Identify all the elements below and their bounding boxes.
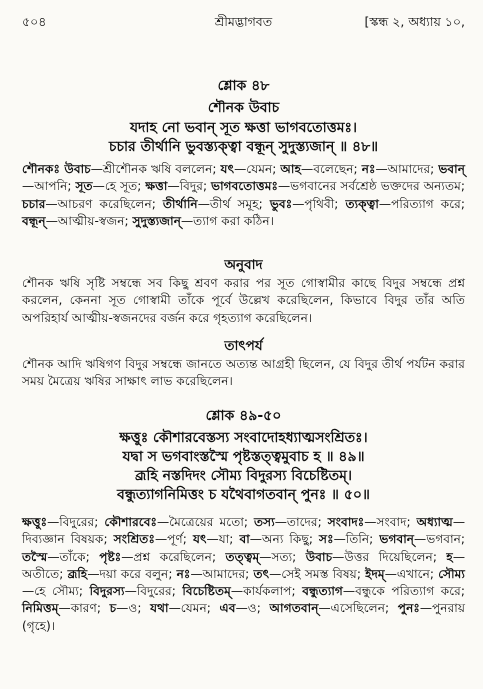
- verse-line: ক্ষত্তুঃ কৌশারবেস্তস্য সংবাদোহধ্যাত্মসংশ্রিতঃ।: [119, 430, 368, 446]
- synonym-word: পৃষ্টঃ: [99, 549, 122, 564]
- purport-text: শৌনক আদি ঋষিগণ বিদুর সম্বন্ধে জানতে অত্যন্ত আগ্রহী ছিলেন, যে বিদুর তীর্থ পর্যটন করার সময় মৈত্রেয় ঋষির সাক্ষাৎ লাভ করেছিলেন।: [22, 357, 465, 389]
- synonym-meaning: —ত্যাগ করা কঠিন।: [180, 213, 275, 228]
- synonym-word: সুদুস্ত্যজান্: [132, 213, 181, 228]
- chapter-reference: [স্কন্ধ ২, অধ্যায় ১০,: [364, 14, 465, 29]
- synonym-meaning: —প্রশ্ন করেছিলেন;: [121, 549, 226, 564]
- synonym-meaning: —সংবাদ;: [364, 515, 417, 529]
- synonym-word: বন্ধুত্যাগ: [302, 584, 343, 599]
- synonym-meaning: —আমাদের;: [190, 566, 254, 581]
- synonym-meaning: —তাদের;: [274, 515, 328, 529]
- synonyms-48: [22, 161, 465, 230]
- synonym-word: ভুবঃ: [269, 196, 293, 211]
- synonym-meaning: —ভগবান;: [414, 532, 466, 547]
- synonym-meaning: —তাঁকে;: [47, 549, 100, 564]
- synonym-meaning: —ও;: [235, 601, 270, 616]
- synonym-meaning: —মৈত্রেয়ের মতো;: [156, 515, 254, 529]
- synonym-meaning: —কারণ;: [58, 601, 110, 616]
- translation-text: শৌনক ঋষি সৃষ্টি সম্বন্ধে সব কিছু শ্রবণ করার পর সূত গোস্বামীর কাছে বিদুর সম্বন্ধে প্রশ্ন করলেন, কেননা সূত গোস্বামী তাঁকে পূর্বে উল্লেখ করেছিলেন, কিভাবে বিদুর তাঁর অতি অপরিহার্য আত্মীয়-স্বজনদের বর্জন করে গৃহত্যাগ করেছিলেন।: [22, 276, 465, 325]
- synonym-word: সঃ: [319, 532, 334, 547]
- synonym-word: আগতবান্: [269, 601, 319, 616]
- synonym-word: নঃ: [176, 566, 191, 581]
- synonym-word: শৌনকঃ উবাচ: [22, 162, 91, 176]
- synonym-word: সূত: [75, 179, 93, 194]
- synonym-word: এব: [219, 601, 236, 616]
- synonym-meaning: —যেমন;: [234, 162, 281, 176]
- synonym-word: তস্য: [254, 515, 275, 529]
- translation-heading: অনুবাদ: [224, 257, 263, 273]
- synonym-word: ব্রূহি: [67, 566, 88, 581]
- synonym-word: ক্ষত্তুঃ: [22, 515, 48, 529]
- page-number: ৫০৪: [22, 14, 47, 29]
- synonym-meaning: —বিদুরের;: [124, 584, 183, 599]
- verse-line: চচার তীর্থানি ভুবস্ত্যক্ত্বা বন্ধূন্ সুদুস্ত্যজান্ ॥ ৪৮॥: [108, 139, 379, 155]
- verse-49-50: [22, 429, 465, 505]
- synonym-word: সংবাদঃ: [327, 515, 365, 529]
- synonym-word: ইদম্: [365, 566, 385, 581]
- synonym-meaning: —বন্ধুকে পরিত্যাগ করে;: [342, 584, 465, 599]
- synonym-meaning: —আত্মীয়-স্বজন;: [45, 213, 133, 228]
- synonym-meaning: —হে সৌম্য;: [22, 584, 90, 599]
- synonym-meaning: —ভগবানের সর্বশ্রেষ্ঠ ভক্তদের অন্যতম;: [277, 179, 465, 194]
- synonym-meaning: —তীর্থ সমূহ;: [197, 196, 270, 211]
- synonym-word: বিদুরস্য: [89, 584, 125, 599]
- synonym-meaning: —সেই সমস্ত বিষয়;: [269, 566, 366, 581]
- synonym-meaning: —যেমন;: [168, 601, 220, 616]
- synonym-word: তত্ত্বম্: [225, 549, 260, 564]
- synonym-word: চ: [109, 601, 117, 616]
- synonym-word: ত্যক্ত্বা: [345, 196, 379, 211]
- synonym-meaning: —আপনি;: [22, 179, 76, 194]
- synonym-meaning: —কার্যকলাপ;: [230, 584, 303, 599]
- synonym-meaning: —শ্রীশৌনক ঋষি বললেন;: [90, 162, 221, 176]
- synonym-word: বা: [239, 532, 250, 547]
- synonym-word: ক্ষত্তা: [145, 179, 168, 194]
- synonym-word: যথা: [150, 601, 169, 616]
- synonym-word: তস্মৈ: [22, 549, 48, 564]
- page-header: [22, 14, 465, 32]
- synonym-word: যৎ: [220, 162, 235, 176]
- synonym-meaning: —পৃথিবী;: [292, 196, 346, 211]
- synonym-meaning: —বিদুর;: [167, 179, 212, 194]
- synonym-meaning: —পূর্ণ;: [154, 532, 193, 547]
- synonym-word: বিচেষ্টিতম্: [182, 584, 231, 599]
- synonym-meaning: —অতীতে;: [22, 549, 465, 581]
- synonym-word: তৎ: [253, 566, 270, 581]
- synonym-word: ভগবান্: [379, 532, 415, 547]
- synonym-word: পুনঃ: [397, 601, 420, 616]
- synonym-word: ভবান্: [438, 162, 465, 176]
- synonym-meaning: —আচরণ করেছিলেন;: [45, 196, 163, 211]
- synonym-word: নঃ: [361, 162, 376, 176]
- synonym-word: বন্ধূন্: [22, 213, 46, 228]
- verse-48: [22, 119, 465, 157]
- synonym-meaning: —ও;: [116, 601, 151, 616]
- synonym-meaning: —এখানে;: [384, 566, 439, 581]
- synonym-word: অধ্যাত্ম: [416, 515, 453, 529]
- synonym-meaning: —অন্য কিছু;: [249, 532, 320, 547]
- purport-heading: তাৎপর্য: [224, 338, 263, 354]
- synonym-meaning: —পরিত্যাগ করে;: [378, 196, 465, 211]
- synonym-meaning: —সত্য;: [259, 549, 306, 564]
- verse-line: যদাহ নো ভবান্ সূত ক্ষত্তা ভাগবতোত্তমঃ।: [129, 120, 357, 136]
- synonyms-49-50: [22, 514, 465, 635]
- synonym-meaning: —আমাদের;: [375, 162, 439, 176]
- synonym-word: উবাচ: [305, 549, 333, 564]
- synonym-word: যৎ: [192, 532, 207, 547]
- synonym-word: হ: [446, 549, 453, 564]
- synonym-word: সংশ্রিতঃ: [113, 532, 155, 547]
- synonym-meaning: —দিব্যজ্ঞান বিষয়ক;: [22, 515, 465, 547]
- synonym-meaning: —দয়া করে বলুন;: [87, 566, 177, 581]
- synonym-meaning: —তিনি;: [333, 532, 380, 547]
- synonym-meaning: —বলেছেন;: [301, 162, 362, 176]
- synonym-meaning: —পুনরায় (গৃহে)।: [22, 601, 465, 633]
- verse-line: যদ্বা স ভগবাংস্তস্মৈ পৃষ্টস্তত্ত্বমুবাচ হ ॥ ৪৯॥: [122, 449, 365, 465]
- synonym-word: কৌশারবেঃ: [104, 515, 157, 529]
- verse-line: ব্রূহি নস্তদিদং সৌম্য বিদুরস্য বিচেষ্টিতম্।: [135, 468, 352, 484]
- synonym-word: আহ: [280, 162, 302, 176]
- synonym-meaning: —উত্তর দিয়েছিলেন;: [332, 549, 447, 564]
- synonym-meaning: —বিদুরের;: [47, 515, 105, 529]
- synonym-word: সৌম্য: [438, 566, 465, 581]
- synonym-word: তীর্থানি: [162, 196, 198, 211]
- verse-heading-49-50: শ্লোক ৪৯-৫০: [205, 408, 282, 424]
- synonym-word: নিমিত্তম্: [22, 601, 59, 616]
- speaker-line: শৌনক উবাচ: [207, 100, 280, 116]
- synonym-word: চচার: [22, 196, 46, 211]
- synonym-meaning: —যা;: [206, 532, 240, 547]
- synonym-meaning: —হে সূত;: [92, 179, 146, 194]
- synonym-meaning: —এসেছিলেন;: [318, 601, 398, 616]
- verse-line: বন্ধুত্যাগনিমিত্তং চ যথৈবাগতবান্ পুনঃ ॥ ৫০॥: [117, 487, 370, 503]
- book-title: শ্রীমদ্ভাগবত: [214, 14, 273, 29]
- verse-heading-48: শ্লোক ৪৮: [217, 78, 270, 94]
- synonym-word: ভাগবতোত্তমঃ: [211, 179, 278, 194]
